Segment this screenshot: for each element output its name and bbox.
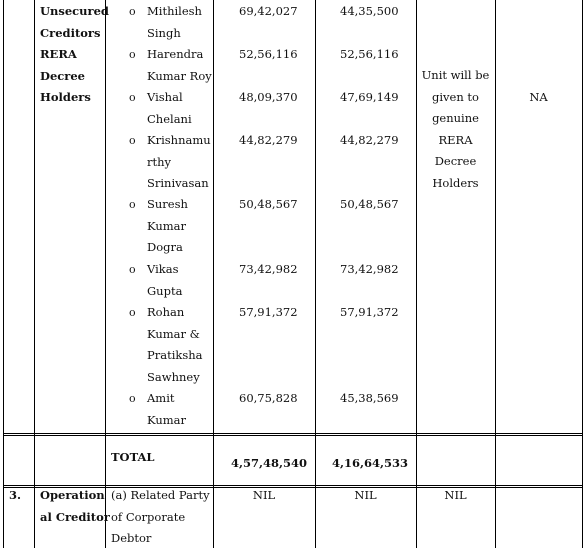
bullet-icon: o [129,134,136,147]
amount-admitted: 45,38,569 [340,391,399,405]
particulars-line: of Corporate [111,509,186,524]
category-line: Holders [40,90,91,104]
creditor-name-line: Krishnamu [147,133,211,147]
creditor-name-line: Singh [147,25,181,40]
remark-line: Decree [434,154,477,168]
creditor-name-line: Rohan [147,305,185,319]
bullet-icon: o [129,48,136,61]
bullet-icon: o [129,5,136,18]
column-divider [34,0,35,548]
serial-number: 3. [9,488,22,502]
bullet-icon: o [129,263,136,276]
creditor-name-line: Dogra [147,240,183,254]
particulars-line: Debtor [111,531,152,545]
category-line: Creditors [40,25,101,40]
column-divider [213,0,214,548]
table-border-right [582,0,583,548]
creditor-name-line: rthy [147,154,172,169]
creditor-name-line: Kumar [147,218,187,233]
remark-line: given to [432,89,479,104]
amount-admitted: 47,69,149 [340,90,399,104]
creditor-name-line: Gupta [147,283,183,298]
bullet-icon: o [129,91,136,104]
amount-claimed: 52,56,116 [239,47,298,61]
table-border-left [3,0,4,548]
creditor-name-line: Pratiksha [147,348,203,362]
creditor-name-line: Vishal [147,90,183,104]
creditor-name-line: Kumar Roy [147,68,212,83]
amount-claimed: 60,75,828 [239,391,298,405]
creditor-name-line: Vikas [147,262,179,276]
amount-admitted: 52,56,116 [340,47,399,61]
creditor-name-line: Suresh [147,197,188,211]
remark-value: NIL [444,488,467,502]
amount-claimed: 73,42,982 [239,262,298,276]
remark-line: Unit will be [421,68,490,82]
bullet-icon: o [129,392,136,405]
amount-admitted: NIL [354,488,377,502]
amount-claimed: 50,48,567 [239,197,298,211]
bullet-icon: o [129,306,136,319]
total-admitted: 4,16,64,533 [332,456,409,470]
category-line: Unsecured [40,4,109,18]
creditor-name-line: Chelani [147,111,192,126]
row-divider [3,435,582,436]
amount-admitted: 44,82,279 [340,133,399,147]
creditor-name-line: Kumar [147,412,187,427]
column-divider [495,0,496,548]
last-column-value: NA [529,90,548,104]
creditor-name-line: Mithilesh [147,4,202,18]
remark-line: Holders [432,175,479,190]
amount-admitted: 44,35,500 [340,4,399,18]
column-divider [105,0,106,548]
creditor-name-line: Harendra [147,47,204,61]
remark-line: genuine [432,111,479,125]
total-claimed: 4,57,48,540 [231,456,308,470]
amount-admitted: 57,91,372 [340,305,399,319]
category-line: Decree [40,68,85,83]
particulars-line: (a) Related Party [111,488,210,502]
category-line: al Creditor [40,509,110,524]
amount-claimed: 57,91,372 [239,305,298,319]
creditor-name-line: Amit [147,391,175,405]
amount-admitted: 73,42,982 [340,262,399,276]
bullet-icon: o [129,198,136,211]
category-line: Operation [40,488,105,502]
amount-admitted: 50,48,567 [340,197,399,211]
creditor-name-line: Srinivasan [147,176,209,190]
category-line: RERA [40,47,77,61]
total-label: TOTAL [111,450,155,464]
creditor-name-line: Kumar & [147,326,200,341]
row-divider [3,433,582,434]
creditor-name-line: Sawhney [147,369,200,384]
amount-claimed: NIL [252,488,276,502]
amount-claimed: 69,42,027 [239,4,298,18]
amount-claimed: 44,82,279 [239,133,298,147]
remark-line: RERA [438,132,473,147]
amount-claimed: 48,09,370 [239,90,298,104]
column-divider [315,0,316,548]
